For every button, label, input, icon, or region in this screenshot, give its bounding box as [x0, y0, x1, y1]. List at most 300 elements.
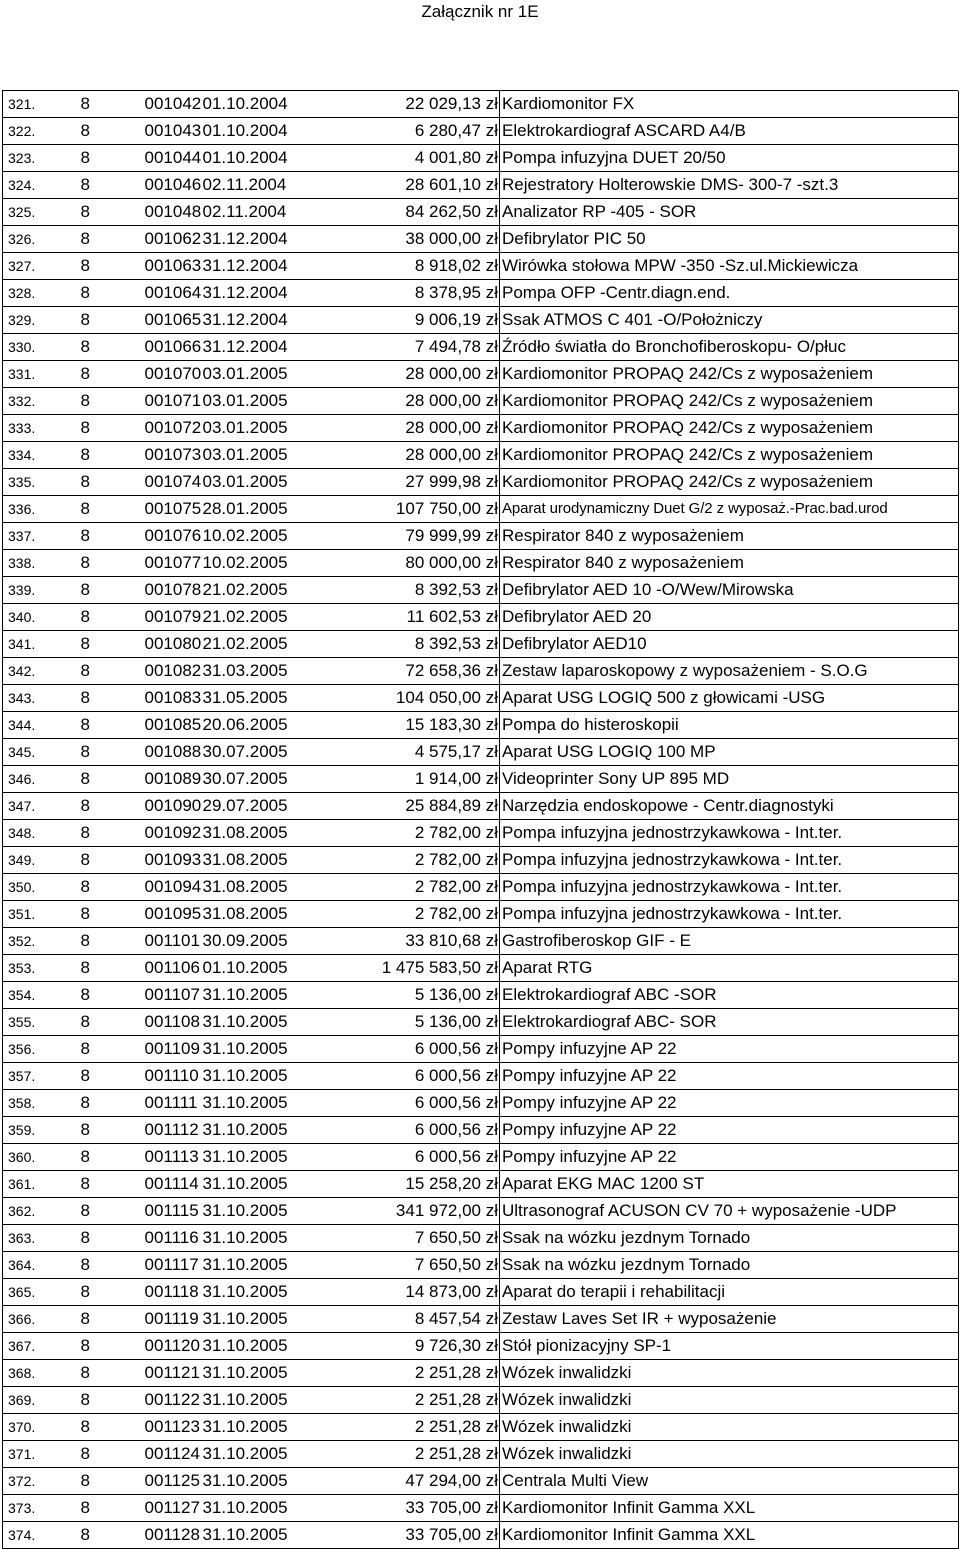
- table-row: [3, 1333, 959, 1360]
- inventory-number: 001046: [144, 175, 202, 194]
- value-cell: 6 280,47 zł: [414, 121, 498, 140]
- equipment-name: Aparat do terapii i rehabilitacji: [500, 1279, 959, 1306]
- acquisition-date: 31.10.2005: [202, 1309, 288, 1328]
- equipment-name: Centrala Multi View: [500, 1468, 959, 1495]
- account-code: 8: [80, 310, 90, 329]
- inventory-number: 001092: [144, 823, 202, 842]
- inventory-number: 001042: [144, 94, 202, 113]
- inventory-number: 001111: [144, 1093, 198, 1112]
- asset-register-table: [2, 91, 959, 1549]
- acquisition-date: 01.10.2004: [202, 121, 288, 140]
- acquisition-date: 31.10.2005: [202, 985, 288, 1004]
- row-number: 365.: [3, 1279, 79, 1306]
- acquisition-date: 31.12.2004: [202, 337, 288, 356]
- equipment-name: Pompy infuzyjne AP 22: [500, 1090, 959, 1117]
- account-code: 8: [80, 958, 90, 977]
- equipment-name: Pompa infuzyjna jednostrzykawkowa - Int.ter.: [500, 820, 959, 847]
- acquisition-date: 31.10.2005: [202, 1174, 288, 1193]
- equipment-name: Kardiomonitor PROPAQ 242/Cs z wyposażeniem: [500, 469, 959, 496]
- value-cell: 8 918,02 zł: [414, 256, 498, 275]
- table-row: [3, 1495, 959, 1522]
- inventory-number: 001112: [144, 1120, 199, 1139]
- acquisition-date: 01.10.2005: [202, 958, 288, 977]
- row-number: 332.: [3, 388, 79, 415]
- row-number: 325.: [3, 199, 79, 226]
- table-row: [3, 577, 959, 604]
- account-code: 8: [80, 1363, 90, 1382]
- account-code: 8: [80, 1093, 90, 1112]
- value-cell: 11 602,53 zł: [406, 607, 498, 626]
- table-row: [3, 874, 959, 901]
- row-number: 345.: [3, 739, 79, 766]
- row-number: 324.: [3, 172, 79, 199]
- value-cell: 8 392,53 zł: [414, 634, 498, 653]
- equipment-name: Aparat urodynamiczny Duet G/2 z wyposaż.-Prac.bad.urod: [500, 496, 959, 523]
- row-number: 357.: [3, 1063, 79, 1090]
- value-cell: 8 457,54 zł: [414, 1309, 498, 1328]
- equipment-name: Respirator 840 z wyposażeniem: [500, 523, 959, 550]
- value-cell: 15 183,30 zł: [405, 715, 498, 734]
- account-code: 8: [80, 1525, 90, 1544]
- table-row: [3, 928, 959, 955]
- equipment-name: Ssak na wózku jezdnym Tornado: [500, 1225, 959, 1252]
- equipment-name: Ssak na wózku jezdnym Tornado: [500, 1252, 959, 1279]
- value-cell: 28 000,00 zł: [405, 364, 498, 383]
- inventory-number: 001110: [144, 1066, 199, 1085]
- table-row: [3, 253, 959, 280]
- acquisition-date: 31.10.2005: [202, 1471, 288, 1490]
- acquisition-date: 31.10.2005: [202, 1039, 288, 1058]
- table-row: [3, 523, 959, 550]
- row-number: 369.: [3, 1387, 79, 1414]
- inventory-number: 001108: [144, 1012, 200, 1031]
- value-cell: 6 000,56 zł: [414, 1039, 498, 1058]
- value-cell: 84 262,50 zł: [405, 202, 498, 221]
- row-number: 373.: [3, 1495, 79, 1522]
- row-number: 361.: [3, 1171, 79, 1198]
- equipment-name: Wirówka stołowa MPW -350 -Sz.ul.Mickiewicza: [500, 253, 959, 280]
- equipment-name: Aparat USG LOGIQ 500 z głowicami -USG: [500, 685, 959, 712]
- account-code: 8: [80, 337, 90, 356]
- row-number: 372.: [3, 1468, 79, 1495]
- equipment-name: Narzędzia endoskopowe - Centr.diagnostyki: [500, 793, 959, 820]
- equipment-name: Wózek inwalidzki: [500, 1387, 959, 1414]
- table-row: [3, 226, 959, 253]
- inventory-number: 001044: [144, 148, 202, 167]
- inventory-number: 001083: [144, 688, 202, 707]
- row-number: 352.: [3, 928, 79, 955]
- table-row: [3, 1063, 959, 1090]
- row-number: 348.: [3, 820, 79, 847]
- equipment-name: Aparat EKG MAC 1200 ST: [500, 1171, 959, 1198]
- inventory-number: 001121: [144, 1363, 200, 1382]
- equipment-name: Pompy infuzyjne AP 22: [500, 1117, 959, 1144]
- account-code: 8: [80, 1390, 90, 1409]
- equipment-name: Zestaw Laves Set IR + wyposażenie: [500, 1306, 959, 1333]
- equipment-name: Kardiomonitor FX: [500, 91, 959, 118]
- row-number: 358.: [3, 1090, 79, 1117]
- table-row: [3, 415, 959, 442]
- equipment-name: Defibrylator AED 20: [500, 604, 959, 631]
- inventory-number: 001089: [144, 769, 202, 788]
- inventory-number: 001117: [144, 1255, 199, 1274]
- acquisition-date: 31.05.2005: [202, 688, 288, 707]
- inventory-number: 001073: [144, 445, 202, 464]
- account-code: 8: [80, 94, 90, 113]
- account-code: 8: [80, 1066, 90, 1085]
- inventory-number: 001048: [144, 202, 202, 221]
- equipment-name: Pompy infuzyjne AP 22: [500, 1036, 959, 1063]
- value-cell: 15 258,20 zł: [405, 1174, 498, 1193]
- account-code: 8: [80, 418, 90, 437]
- row-number: 370.: [3, 1414, 79, 1441]
- row-number: 353.: [3, 955, 79, 982]
- row-number: 356.: [3, 1036, 79, 1063]
- row-number: 327.: [3, 253, 79, 280]
- account-code: 8: [80, 796, 90, 815]
- equipment-name: Źródło światła do Bronchofiberoskopu- O/płuc: [500, 334, 959, 361]
- account-code: 8: [80, 256, 90, 275]
- table-row: [3, 145, 959, 172]
- row-number: 328.: [3, 280, 79, 307]
- account-code: 8: [80, 202, 90, 221]
- inventory-number: 001101: [144, 931, 200, 950]
- acquisition-date: 31.12.2004: [202, 310, 288, 329]
- row-number: 368.: [3, 1360, 79, 1387]
- acquisition-date: 31.10.2005: [202, 1066, 288, 1085]
- acquisition-date: 31.10.2005: [202, 1282, 288, 1301]
- inventory-number: 001095: [144, 904, 202, 923]
- equipment-name: Rejestratory Holterowskie DMS- 300-7 -szt.3: [500, 172, 959, 199]
- acquisition-date: 30.09.2005: [202, 931, 288, 950]
- value-cell: 33 705,00 zł: [405, 1498, 498, 1517]
- account-code: 8: [80, 850, 90, 869]
- row-number: 374.: [3, 1522, 79, 1549]
- account-code: 8: [80, 121, 90, 140]
- account-code: 8: [80, 1444, 90, 1463]
- table-row: [3, 91, 959, 118]
- equipment-name: Pompy infuzyjne AP 22: [500, 1144, 959, 1171]
- inventory-number: 001076: [144, 526, 202, 545]
- equipment-name: Pompa OFP -Centr.diagn.end.: [500, 280, 959, 307]
- acquisition-date: 31.12.2004: [202, 256, 288, 275]
- inventory-number: 001075: [144, 499, 202, 518]
- row-number: 340.: [3, 604, 79, 631]
- inventory-number: 001093: [144, 850, 202, 869]
- table-row: [3, 1144, 959, 1171]
- equipment-name: Pompy infuzyjne AP 22: [500, 1063, 959, 1090]
- row-number: 338.: [3, 550, 79, 577]
- row-number: 337.: [3, 523, 79, 550]
- account-code: 8: [80, 1228, 90, 1247]
- inventory-number: 001128: [144, 1525, 200, 1544]
- account-code: 8: [80, 1282, 90, 1301]
- table-row: [3, 469, 959, 496]
- inventory-number: 001118: [144, 1282, 199, 1301]
- table-row: [3, 1468, 959, 1495]
- table-row: [3, 334, 959, 361]
- inventory-number: 001065: [144, 310, 202, 329]
- inventory-number: 001116: [144, 1228, 199, 1247]
- page-header: Załącznik nr 1E: [421, 2, 539, 21]
- inventory-number: 001085: [144, 715, 202, 734]
- table-row: [3, 550, 959, 577]
- acquisition-date: 31.10.2005: [202, 1120, 288, 1139]
- value-cell: 2 251,28 zł: [414, 1363, 498, 1382]
- inventory-number: 001106: [144, 958, 200, 977]
- table-row: [3, 1198, 959, 1225]
- acquisition-date: 29.07.2005: [202, 796, 288, 815]
- value-cell: 5 136,00 zł: [414, 985, 498, 1004]
- account-code: 8: [80, 1039, 90, 1058]
- inventory-number: 001119: [144, 1309, 199, 1328]
- table-row: [3, 847, 959, 874]
- equipment-name: Wózek inwalidzki: [500, 1441, 959, 1468]
- inventory-number: 001125: [144, 1471, 200, 1490]
- row-number: 354.: [3, 982, 79, 1009]
- account-code: 8: [80, 526, 90, 545]
- table-row: [3, 496, 959, 523]
- row-number: 339.: [3, 577, 79, 604]
- account-code: 8: [80, 715, 90, 734]
- account-code: 8: [80, 688, 90, 707]
- account-code: 8: [80, 1498, 90, 1517]
- equipment-name: Wózek inwalidzki: [500, 1414, 959, 1441]
- table-row: [3, 1090, 959, 1117]
- table-row: [3, 442, 959, 469]
- row-number: 335.: [3, 469, 79, 496]
- inventory-number: 001082: [144, 661, 202, 680]
- value-cell: 107 750,00 zł: [395, 499, 498, 518]
- acquisition-date: 31.10.2005: [202, 1498, 288, 1517]
- equipment-name: Pompa infuzyjna jednostrzykawkowa - Int.ter.: [500, 874, 959, 901]
- inventory-number: 001127: [144, 1498, 200, 1517]
- acquisition-date: 31.10.2005: [202, 1255, 288, 1274]
- row-number: 367.: [3, 1333, 79, 1360]
- account-code: 8: [80, 1255, 90, 1274]
- value-cell: 4 001,80 zł: [414, 148, 498, 167]
- table-row: [3, 712, 959, 739]
- value-cell: 28 000,00 zł: [405, 391, 498, 410]
- equipment-name: Elektrokardiograf ASCARD A4/B: [500, 118, 959, 145]
- value-cell: 25 884,89 zł: [405, 796, 498, 815]
- value-cell: 28 000,00 zł: [405, 445, 498, 464]
- table-row: [3, 1306, 959, 1333]
- account-code: 8: [80, 823, 90, 842]
- equipment-name: Kardiomonitor PROPAQ 242/Cs z wyposażeniem: [500, 415, 959, 442]
- table-row: [3, 631, 959, 658]
- table-row: [3, 739, 959, 766]
- row-number: 371.: [3, 1441, 79, 1468]
- value-cell: 33 810,68 zł: [405, 931, 498, 950]
- equipment-name: Kardiomonitor PROPAQ 242/Cs z wyposażeniem: [500, 442, 959, 469]
- equipment-name: Pompa infuzyjna jednostrzykawkowa - Int.ter.: [500, 901, 959, 928]
- inventory-number: 001071: [144, 391, 202, 410]
- value-cell: 8 392,53 zł: [414, 580, 498, 599]
- value-cell: 2 782,00 zł: [414, 850, 498, 869]
- table-row: [3, 1387, 959, 1414]
- value-cell: 22 029,13 zł: [405, 94, 498, 113]
- equipment-name: Respirator 840 z wyposażeniem: [500, 550, 959, 577]
- account-code: 8: [80, 931, 90, 950]
- acquisition-date: 31.12.2004: [202, 283, 288, 302]
- value-cell: 6 000,56 zł: [414, 1147, 498, 1166]
- equipment-name: Analizator RP -405 - SOR: [500, 199, 959, 226]
- equipment-name: Elektrokardiograf ABC -SOR: [500, 982, 959, 1009]
- inventory-number: 001066: [144, 337, 202, 356]
- account-code: 8: [80, 1147, 90, 1166]
- acquisition-date: 30.07.2005: [202, 769, 288, 788]
- table-row: [3, 1414, 959, 1441]
- row-number: 355.: [3, 1009, 79, 1036]
- acquisition-date: 03.01.2005: [202, 472, 288, 491]
- row-number: 336.: [3, 496, 79, 523]
- value-cell: 1 475 583,50 zł: [381, 958, 498, 977]
- table-row: [3, 982, 959, 1009]
- inventory-number: 001070: [144, 364, 202, 383]
- equipment-name: Aparat USG LOGIQ 100 MP: [500, 739, 959, 766]
- table-row: [3, 1225, 959, 1252]
- row-number: 362.: [3, 1198, 79, 1225]
- row-number: 360.: [3, 1144, 79, 1171]
- acquisition-date: 20.06.2005: [202, 715, 288, 734]
- value-cell: 2 782,00 zł: [414, 877, 498, 896]
- value-cell: 1 914,00 zł: [414, 769, 498, 788]
- inventory-number: 001088: [144, 742, 202, 761]
- acquisition-date: 10.02.2005: [202, 553, 288, 572]
- acquisition-date: 01.10.2004: [202, 94, 288, 113]
- row-number: 331.: [3, 361, 79, 388]
- value-cell: 2 782,00 zł: [414, 823, 498, 842]
- table-row: [3, 820, 959, 847]
- account-code: 8: [80, 391, 90, 410]
- value-cell: 14 873,00 zł: [405, 1282, 498, 1301]
- equipment-name: Defibrylator AED 10 -O/Wew/Mirowska: [500, 577, 959, 604]
- inventory-number: 001113: [144, 1147, 199, 1166]
- inventory-number: 001115: [144, 1201, 199, 1220]
- inventory-number: 001109: [144, 1039, 200, 1058]
- acquisition-date: 31.10.2005: [202, 1147, 288, 1166]
- acquisition-date: 31.12.2004: [202, 229, 288, 248]
- account-code: 8: [80, 661, 90, 680]
- value-cell: 9 006,19 zł: [414, 310, 498, 329]
- row-number: 351.: [3, 901, 79, 928]
- equipment-name: Defibrylator AED10: [500, 631, 959, 658]
- row-number: 347.: [3, 793, 79, 820]
- acquisition-date: 31.10.2005: [202, 1417, 288, 1436]
- acquisition-date: 31.10.2005: [202, 1444, 288, 1463]
- account-code: 8: [80, 580, 90, 599]
- value-cell: 47 294,00 zł: [405, 1471, 498, 1490]
- inventory-number: 001043: [144, 121, 202, 140]
- account-code: 8: [80, 769, 90, 788]
- table-row: [3, 1522, 959, 1549]
- equipment-name: Videoprinter Sony UP 895 MD: [500, 766, 959, 793]
- table-row: [3, 1360, 959, 1387]
- value-cell: 2 251,28 zł: [414, 1444, 498, 1463]
- account-code: 8: [80, 175, 90, 194]
- table-row: [3, 901, 959, 928]
- equipment-name: Kardiomonitor PROPAQ 242/Cs z wyposażeniem: [500, 361, 959, 388]
- acquisition-date: 31.10.2005: [202, 1201, 288, 1220]
- equipment-name: Stół pionizacyjny SP-1: [500, 1333, 959, 1360]
- table-row: [3, 361, 959, 388]
- inventory-number: 001094: [144, 877, 202, 896]
- value-cell: 8 378,95 zł: [414, 283, 498, 302]
- inventory-number: 001064: [144, 283, 202, 302]
- row-number: 366.: [3, 1306, 79, 1333]
- equipment-name: Elektrokardiograf ABC- SOR: [500, 1009, 959, 1036]
- table-row: [3, 1252, 959, 1279]
- value-cell: 72 658,36 zł: [405, 661, 498, 680]
- inventory-number: 001107: [144, 985, 200, 1004]
- account-code: 8: [80, 1309, 90, 1328]
- account-code: 8: [80, 1417, 90, 1436]
- inventory-number: 001120: [144, 1336, 200, 1355]
- table-row: [3, 172, 959, 199]
- inventory-number: 001063: [144, 256, 202, 275]
- table-row: [3, 1117, 959, 1144]
- acquisition-date: 31.10.2005: [202, 1363, 288, 1382]
- row-number: 326.: [3, 226, 79, 253]
- account-code: 8: [80, 229, 90, 248]
- table-row: [3, 685, 959, 712]
- table-row: [3, 1171, 959, 1198]
- inventory-number: 001114: [144, 1174, 199, 1193]
- account-code: 8: [80, 364, 90, 383]
- table-row: [3, 604, 959, 631]
- value-cell: 5 136,00 zł: [414, 1012, 498, 1031]
- account-code: 8: [80, 1174, 90, 1193]
- row-number: 342.: [3, 658, 79, 685]
- value-cell: 6 000,56 zł: [414, 1093, 498, 1112]
- equipment-name: Pompa do histeroskopii: [500, 712, 959, 739]
- equipment-name: Gastrofiberoskop GIF - E: [500, 928, 959, 955]
- acquisition-date: 21.02.2005: [202, 607, 288, 626]
- inventory-number: 001078: [144, 580, 202, 599]
- value-cell: 2 251,28 zł: [414, 1390, 498, 1409]
- account-code: 8: [80, 877, 90, 896]
- acquisition-date: 21.02.2005: [202, 580, 288, 599]
- table-row: [3, 955, 959, 982]
- equipment-name: Pompa infuzyjna DUET 20/50: [500, 145, 959, 172]
- account-code: 8: [80, 283, 90, 302]
- acquisition-date: 31.08.2005: [202, 904, 288, 923]
- equipment-name: Wózek inwalidzki: [500, 1360, 959, 1387]
- acquisition-date: 28.01.2005: [202, 499, 288, 518]
- acquisition-date: 03.01.2005: [202, 391, 288, 410]
- acquisition-date: 31.08.2005: [202, 823, 288, 842]
- acquisition-date: 10.02.2005: [202, 526, 288, 545]
- account-code: 8: [80, 445, 90, 464]
- acquisition-date: 21.02.2005: [202, 634, 288, 653]
- value-cell: 38 000,00 zł: [405, 229, 498, 248]
- inventory-number: 001124: [144, 1444, 200, 1463]
- acquisition-date: 31.10.2005: [202, 1390, 288, 1409]
- acquisition-date: 31.10.2005: [202, 1525, 288, 1544]
- account-code: 8: [80, 1336, 90, 1355]
- inventory-number: 001074: [144, 472, 202, 491]
- inventory-number: 001080: [144, 634, 202, 653]
- account-code: 8: [80, 607, 90, 626]
- account-code: 8: [80, 985, 90, 1004]
- row-number: 334.: [3, 442, 79, 469]
- acquisition-date: 31.08.2005: [202, 850, 288, 869]
- account-code: 8: [80, 904, 90, 923]
- acquisition-date: 31.10.2005: [202, 1012, 288, 1031]
- row-number: 364.: [3, 1252, 79, 1279]
- table-row: [3, 658, 959, 685]
